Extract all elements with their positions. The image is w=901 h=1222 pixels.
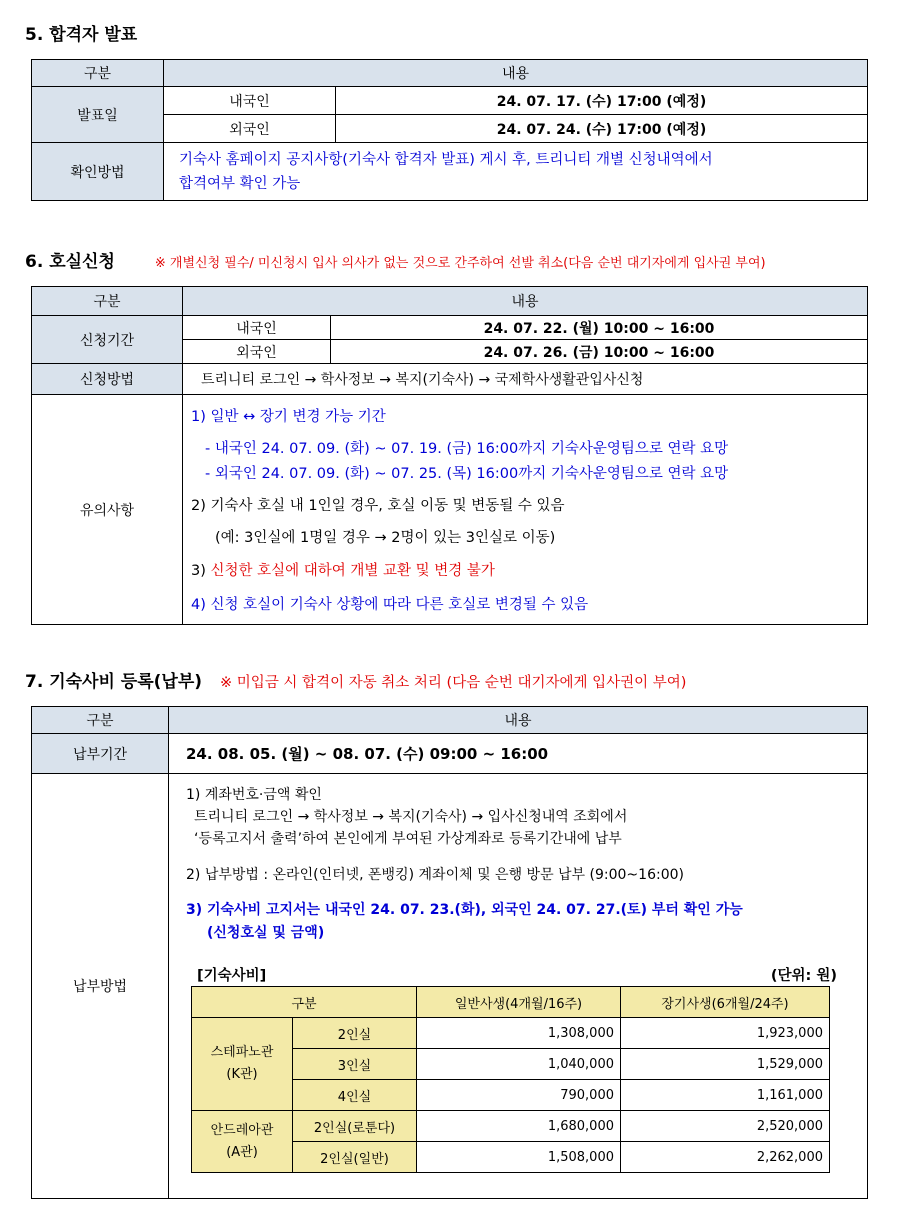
- foreign-announce-date: 24. 07. 24. (수) 17:00 (예정): [336, 115, 868, 143]
- fee-header-regular: 일반사생(4개월/16주): [417, 987, 621, 1018]
- notes-content: [183, 395, 868, 625]
- fee-long-term: 1,161,000: [621, 1080, 830, 1111]
- application-method-label: 신청방법: [32, 364, 183, 395]
- note-3: [191, 554, 867, 588]
- building-andrea: [192, 1111, 293, 1173]
- domestic-announce-date: 24. 07. 17. (수) 17:00 (예정): [336, 87, 868, 115]
- header-content: 내용: [183, 287, 868, 316]
- fee-header-long-term: 장기사생(6개월/24주): [621, 987, 830, 1018]
- fee-room-type: 2인실(로툰다): [293, 1111, 417, 1142]
- application-method-text: 트리니티 로그인 → 학사정보 → 복지(기숙사) → 국제학사생활관입사신청: [183, 364, 868, 395]
- domestic-label: 내국인: [183, 316, 331, 340]
- method-1: 1) 계좌번호·금액 확인: [186, 787, 322, 803]
- method-3-detail: (신청호실 및 금액): [207, 925, 325, 941]
- header-content: 내용: [164, 60, 868, 87]
- fee-payment-table: [31, 706, 868, 1199]
- foreign-application-period: 24. 07. 26. (금) 10:00 ~ 16:00: [331, 340, 868, 364]
- check-method-label: 확인방법: [32, 143, 164, 201]
- fee-regular: 1,680,000: [417, 1111, 621, 1142]
- header-category: 구분: [32, 60, 164, 87]
- note-3-text: 신청한 호실에 대하여 개별 교환 및 변경 불가: [210, 562, 495, 579]
- note-3-number: 3): [191, 562, 211, 579]
- building-stephano: [192, 1018, 293, 1111]
- fee-room-type: 4인실: [293, 1080, 417, 1111]
- note-2-example: (예: 3인실에 1명일 경우 → 2명이 있는 3인실로 이동): [215, 529, 556, 546]
- note-1: 1) 일반 ↔ 장기 변경 가능 기간: [191, 408, 386, 425]
- room-application-table: [31, 286, 868, 625]
- note-1-domestic: - 내국인 24. 07. 09. (화) ~ 07. 19. (금) 16:00까지 기숙사운영팀으로 연락 요망: [205, 440, 729, 457]
- fee-room-type: 2인실(일반): [293, 1142, 417, 1173]
- fee-regular: 1,308,000: [417, 1018, 621, 1049]
- fee-room-type: 2인실: [293, 1018, 417, 1049]
- section-5-title-text: 5. 합격자 발표: [25, 25, 138, 45]
- fee-header-category: 구분: [192, 987, 417, 1018]
- payment-method-label: 납부방법: [32, 774, 169, 1199]
- section-7-title-text: 7. 기숙사비 등록(납부): [25, 672, 203, 692]
- domestic-application-period: 24. 07. 22. (월) 10:00 ~ 16:00: [331, 316, 868, 340]
- building-stephano-code: (K관): [226, 1067, 258, 1082]
- payment-period-text: 24. 08. 05. (월) ~ 08. 07. (수) 09:00 ~ 16:00: [169, 734, 868, 774]
- building-andrea-code: (A관): [226, 1144, 258, 1160]
- fee-long-term: 1,923,000: [621, 1018, 830, 1049]
- check-method-line-1: 기숙사 홈페이지 공지사항(기숙사 합격자 발표) 게시 후, 트리니티 개별 신청내역에서: [179, 151, 713, 168]
- method-2: 2) 납부방법 : 온라인(인터넷, 폰뱅킹) 계좌이체 및 은행 방문 납부 (9:00~16:00): [186, 867, 684, 883]
- payment-method-content: [169, 774, 868, 1199]
- fee-regular: 790,000: [417, 1080, 621, 1111]
- method-1-path: 트리니티 로그인 → 학사정보 → 복지(기숙사) → 입사신청내역 조회에서: [194, 809, 628, 825]
- announce-date-label: 발표일: [32, 87, 164, 143]
- note-2: 2) 기숙사 호실 내 1인일 경우, 호실 이동 및 변동될 수 있음: [191, 497, 565, 514]
- note-4: 4) 신청 호실이 기숙사 상황에 따라 다른 호실로 변경될 수 있음: [191, 596, 589, 613]
- building-andrea-name: 안드레아관: [210, 1122, 274, 1138]
- announcement-table: [31, 59, 868, 201]
- application-period-label: 신청기간: [32, 316, 183, 364]
- header-category: 구분: [32, 287, 183, 316]
- note-1-foreign: - 외국인 24. 07. 09. (화) ~ 07. 25. (목) 16:00까지 기숙사운영팀으로 연락 요망: [205, 465, 729, 482]
- notes-label: 유의사항: [32, 395, 183, 625]
- fee-long-term: 2,520,000: [621, 1111, 830, 1142]
- fee-regular: 1,508,000: [417, 1142, 621, 1173]
- section-7-warning: ※ 미입금 시 합격이 자동 취소 처리 (다음 순번 대기자에게 입사권이 부여): [220, 675, 687, 691]
- payment-period-label: 납부기간: [32, 734, 169, 774]
- dormitory-fee-table: [191, 986, 830, 1173]
- method-1-instruction: ‘등록고지서 출력’하여 본인에게 부여된 가상계좌로 등록기간내에 납부: [194, 831, 622, 847]
- section-6-title: [25, 247, 766, 272]
- fee-long-term: 2,262,000: [621, 1142, 830, 1173]
- section-5-title: [25, 20, 137, 45]
- header-category: 구분: [32, 707, 169, 734]
- domestic-label: 내국인: [164, 87, 336, 115]
- section-7-title: [25, 667, 686, 692]
- section-6-warning: ※ 개별신청 필수/ 미신청시 입사 의사가 없는 것으로 간주하여 선발 취소(다음 순번 대기자에게 입사권 부여): [154, 256, 766, 271]
- foreign-label: 외국인: [164, 115, 336, 143]
- check-method-content: [164, 143, 868, 201]
- section-6-title-text: 6. 호실신청: [25, 252, 115, 272]
- fee-caption: [197, 964, 837, 986]
- fee-regular: 1,040,000: [417, 1049, 621, 1080]
- check-method-line-2: 합격여부 확인 가능: [179, 175, 301, 192]
- fee-room-type: 3인실: [293, 1049, 417, 1080]
- fee-table-title: [기숙사비]: [197, 968, 267, 984]
- fee-table-unit: (단위: 원): [770, 968, 837, 984]
- building-stephano-name: 스테파노관: [210, 1045, 274, 1060]
- header-content: 내용: [169, 707, 868, 734]
- fee-long-term: 1,529,000: [621, 1049, 830, 1080]
- foreign-label: 외국인: [183, 340, 331, 364]
- method-3: 3) 기숙사비 고지서는 내국인 24. 07. 23.(화), 외국인 24. 07. 27.(토) 부터 확인 가능: [186, 902, 743, 918]
